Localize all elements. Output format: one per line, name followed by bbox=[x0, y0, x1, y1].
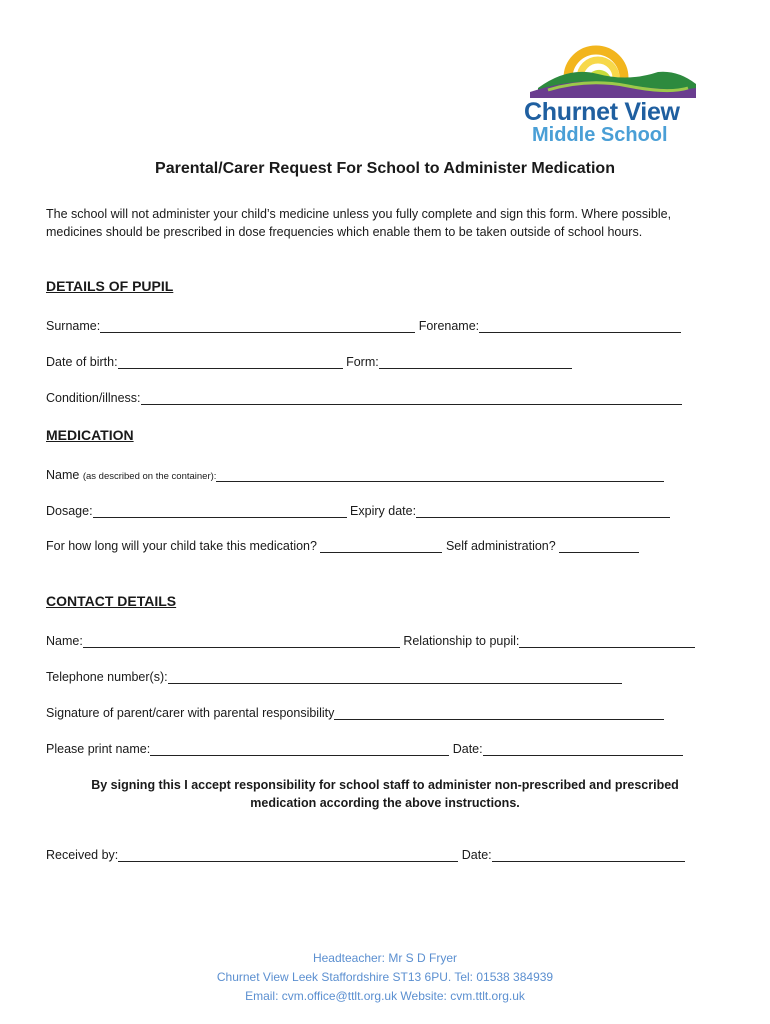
row-contact-name-relationship bbox=[46, 633, 695, 651]
telephone-field[interactable] bbox=[168, 669, 622, 684]
telephone-label: Telephone number(s): bbox=[46, 670, 168, 684]
section-heading-pupil: DETAILS OF PUPIL bbox=[46, 278, 174, 294]
signature-label: Signature of parent/carer with parental responsibility bbox=[46, 706, 335, 720]
duration-label: For how long will your child take this medication? bbox=[46, 539, 317, 553]
received-by-label: Received by: bbox=[46, 848, 119, 862]
self-admin-label: Self administration? bbox=[445, 539, 556, 553]
dosage-label: Dosage: bbox=[46, 504, 93, 518]
form-label: Form: bbox=[346, 355, 379, 369]
row-received-by bbox=[46, 847, 685, 865]
expiry-field[interactable] bbox=[416, 503, 670, 518]
medication-name-field[interactable] bbox=[216, 467, 664, 482]
logo-school-name-line1: Churnet View bbox=[524, 98, 680, 126]
surname-field[interactable] bbox=[100, 318, 415, 333]
row-duration-self-admin bbox=[46, 538, 639, 556]
contact-name-field[interactable] bbox=[83, 633, 400, 648]
section-heading-contact: CONTACT DETAILS bbox=[46, 593, 177, 609]
condition-label: Condition/illness: bbox=[46, 391, 141, 405]
form-field[interactable] bbox=[379, 354, 572, 369]
row-dob-form bbox=[46, 354, 572, 372]
declaration-text: By signing this I accept responsibility for school staff to administer non-prescribed and prescribed medication according the above instructions. bbox=[91, 778, 679, 810]
logo-school-name-line2: Middle School bbox=[532, 124, 668, 146]
logo-hills-sun-icon bbox=[528, 38, 698, 100]
forename-field[interactable] bbox=[479, 318, 681, 333]
relationship-label: Relationship to pupil: bbox=[403, 634, 520, 648]
contact-name-label: Name: bbox=[46, 634, 83, 648]
form-title: Parental/Carer Request For School to Administer Medication bbox=[155, 160, 615, 177]
row-medication-name bbox=[46, 467, 664, 485]
row-signature bbox=[46, 705, 664, 723]
intro-paragraph: The school will not administer your child’s medicine unless you fully complete and sign this form. Where possible, medicines should be prescribed in dose frequencies which enable them to be taken outside of school hours. bbox=[46, 207, 672, 239]
relationship-field[interactable] bbox=[519, 633, 695, 648]
contact-date-label: Date: bbox=[452, 742, 483, 756]
self-admin-field[interactable] bbox=[559, 538, 639, 553]
forename-label: Forename: bbox=[418, 319, 480, 333]
surname-label: Surname: bbox=[46, 319, 101, 333]
row-condition bbox=[46, 390, 682, 408]
print-name-label: Please print name: bbox=[46, 742, 151, 756]
row-dosage-expiry bbox=[46, 503, 670, 521]
footer-headteacher: Headteacher: Mr S D Fryer bbox=[312, 951, 458, 965]
medication-name-label: Name bbox=[46, 468, 80, 482]
expiry-label: Expiry date: bbox=[350, 504, 417, 518]
received-by-field[interactable] bbox=[118, 847, 458, 862]
row-print-name-date bbox=[46, 741, 683, 759]
row-surname-forename bbox=[46, 318, 681, 336]
duration-field[interactable] bbox=[320, 538, 442, 553]
medication-name-note: (as described on the container): bbox=[82, 471, 217, 482]
signature-field[interactable] bbox=[334, 705, 664, 720]
condition-field[interactable] bbox=[141, 390, 682, 405]
dob-field[interactable] bbox=[118, 354, 343, 369]
footer-address: Churnet View Leek Staffordshire ST13 6PU. Tel: 01538 384939 bbox=[216, 970, 554, 984]
received-date-label: Date: bbox=[461, 848, 492, 862]
footer-contact: Email: cvm.office@ttlt.org.uk Website: cvm.ttlt.org.uk bbox=[245, 989, 525, 1003]
row-telephone bbox=[46, 669, 622, 687]
school-logo bbox=[520, 38, 710, 150]
dob-label: Date of birth: bbox=[46, 355, 118, 369]
print-name-field[interactable] bbox=[150, 741, 449, 756]
dosage-field[interactable] bbox=[93, 503, 347, 518]
contact-date-field[interactable] bbox=[483, 741, 683, 756]
section-heading-medication: MEDICATION bbox=[46, 427, 134, 443]
received-date-field[interactable] bbox=[492, 847, 685, 862]
